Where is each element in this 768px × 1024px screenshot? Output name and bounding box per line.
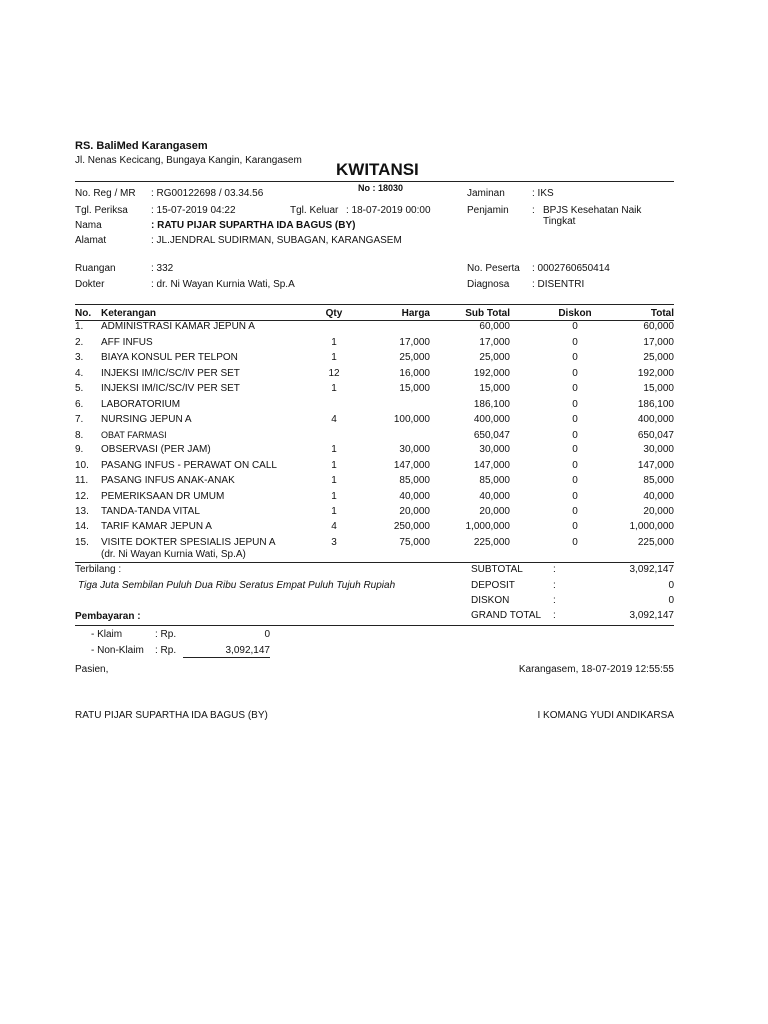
cell-diskon: 0 <box>572 430 578 441</box>
row15-doctor: (dr. Ni Wayan Kurnia Wati, Sp.A) <box>101 549 246 560</box>
cell-subtotal: 225,000 <box>473 537 510 548</box>
cell-no: 8. <box>75 430 84 441</box>
cell-subtotal: 147,000 <box>473 460 510 471</box>
cell-subtotal: 60,000 <box>479 321 510 332</box>
hospital-name: RS. BaliMed Karangasem <box>75 140 208 152</box>
diskon-colon: : <box>553 595 556 606</box>
alamat-value: : JL.JENDRAL SUDIRMAN, SUBAGAN, KARANGASEM <box>151 235 402 246</box>
cell-no: 1. <box>75 321 84 332</box>
cell-subtotal: 650,047 <box>473 430 510 441</box>
cell-qty: 1 <box>331 337 337 348</box>
cell-no: 6. <box>75 399 84 410</box>
cell-total: 650,047 <box>637 430 674 441</box>
subtotal-label: SUBTOTAL <box>471 564 523 575</box>
tgl-periksa-value: : 15-07-2019 04:22 <box>151 205 236 216</box>
cell-harga: 85,000 <box>399 475 430 486</box>
cell-no: 2. <box>75 337 84 348</box>
dokter-label: Dokter <box>75 279 105 290</box>
cell-keterangan: OBSERVASI (PER JAM) <box>101 444 211 455</box>
cell-total: 186,100 <box>637 399 674 410</box>
pembayaran-label: Pembayaran : <box>75 611 141 622</box>
cell-diskon: 0 <box>572 352 578 363</box>
cell-subtotal: 40,000 <box>479 491 510 502</box>
table-row <box>0 444 768 459</box>
deposit-colon: : <box>553 580 556 591</box>
cell-diskon: 0 <box>572 321 578 332</box>
cell-harga: 30,000 <box>399 444 430 455</box>
cell-subtotal: 400,000 <box>473 414 510 425</box>
ruangan-value: : 332 <box>151 263 174 274</box>
cell-total: 25,000 <box>643 352 674 363</box>
cell-harga: 15,000 <box>399 383 430 394</box>
cell-keterangan: PEMERIKSAAN DR UMUM <box>101 491 225 502</box>
cell-total: 20,000 <box>643 506 674 517</box>
tgl-keluar-label: Tgl. Keluar <box>290 205 339 216</box>
table-row <box>0 430 768 445</box>
receipt-title: KWITANSI <box>336 160 419 179</box>
table-row <box>0 368 768 383</box>
cell-harga: 147,000 <box>393 460 430 471</box>
klaim-value: 0 <box>264 629 270 640</box>
klaim-label: - Klaim <box>91 629 123 640</box>
non-klaim-rp: : Rp. <box>155 645 177 656</box>
th-subtotal: Sub Total <box>465 308 510 319</box>
table-row <box>0 321 768 336</box>
terbilang-text: Tiga Juta Sembilan Puluh Dua Ribu Seratus Empat Puluh Tujuh Rupiah <box>78 580 396 591</box>
cell-subtotal: 1,000,000 <box>465 521 510 532</box>
cell-no: 12. <box>75 491 89 502</box>
cell-diskon: 0 <box>572 537 578 548</box>
cell-qty: 1 <box>331 506 337 517</box>
diskon-label: DISKON <box>471 595 510 606</box>
cell-total: 60,000 <box>643 321 674 332</box>
nama-label: Nama <box>75 220 102 231</box>
grand-total-value: 3,092,147 <box>629 610 674 621</box>
cell-keterangan: TANDA-TANDA VITAL <box>101 506 200 517</box>
cell-keterangan: INJEKSI IM/IC/SC/IV PER SET <box>101 383 240 394</box>
cell-harga: 20,000 <box>399 506 430 517</box>
penjamin-value-line2: Tingkat <box>543 216 576 227</box>
cell-keterangan: PASANG INFUS ANAK-ANAK <box>101 475 235 486</box>
cell-harga: 75,000 <box>399 537 430 548</box>
deposit-label: DEPOSIT <box>471 580 515 591</box>
subtotal-colon: : <box>553 564 556 575</box>
cell-keterangan: AFF INFUS <box>101 337 153 348</box>
cell-qty: 3 <box>331 537 337 548</box>
cell-harga: 25,000 <box>399 352 430 363</box>
cell-no: 5. <box>75 383 84 394</box>
cell-keterangan: OBAT FARMASI <box>101 430 167 440</box>
cell-keterangan: VISITE DOKTER SPESIALIS JEPUN A <box>101 537 276 548</box>
table-row <box>0 337 768 352</box>
non-klaim-label: - Non-Klaim <box>91 645 144 656</box>
cell-qty: 4 <box>331 521 337 532</box>
cell-total: 225,000 <box>637 537 674 548</box>
grand-total-label: GRAND TOTAL <box>471 610 542 621</box>
cell-diskon: 0 <box>572 475 578 486</box>
table-row <box>0 475 768 490</box>
cell-qty: 1 <box>331 491 337 502</box>
officer-signature-name: I KOMANG YUDI ANDIKARSA <box>537 710 674 721</box>
cell-qty: 1 <box>331 444 337 455</box>
nama-value: : RATU PIJAR SUPARTHA IDA BAGUS (BY) <box>151 220 356 231</box>
alamat-label: Alamat <box>75 235 107 246</box>
cell-harga: 17,000 <box>399 337 430 348</box>
cell-diskon: 0 <box>572 491 578 502</box>
summary-bottom-divider <box>75 625 674 626</box>
cell-qty: 1 <box>331 352 337 363</box>
no-peserta-value: : 0002760650414 <box>532 263 610 274</box>
cell-qty: 1 <box>331 475 337 486</box>
th-total: Total <box>650 308 674 319</box>
cell-subtotal: 15,000 <box>479 383 510 394</box>
cell-total: 85,000 <box>643 475 674 486</box>
cell-harga: 100,000 <box>393 414 430 425</box>
place-date: Karangasem, 18-07-2019 12:55:55 <box>518 664 674 675</box>
tgl-keluar-value: : 18-07-2019 00:00 <box>346 205 431 216</box>
cell-diskon: 0 <box>572 399 578 410</box>
cell-no: 11. <box>75 475 89 486</box>
tgl-periksa-label: Tgl. Periksa <box>75 205 128 216</box>
cell-no: 3. <box>75 352 84 363</box>
penjamin-value-line1: BPJS Kesehatan Naik <box>543 205 642 216</box>
cell-total: 1,000,000 <box>629 521 674 532</box>
cell-subtotal: 25,000 <box>479 352 510 363</box>
jaminan-value: : IKS <box>532 188 554 199</box>
table-row <box>0 414 768 429</box>
table-row <box>0 383 768 398</box>
cell-diskon: 0 <box>572 521 578 532</box>
patient-signature-name: RATU PIJAR SUPARTHA IDA BAGUS (BY) <box>75 710 268 721</box>
cell-no: 9. <box>75 444 84 455</box>
table-bottom-divider <box>75 562 674 563</box>
penjamin-label: Penjamin <box>467 205 509 216</box>
table-row <box>0 352 768 367</box>
cell-keterangan: LABORATORIUM <box>101 399 181 410</box>
cell-diskon: 0 <box>572 337 578 348</box>
terbilang-label: Terbilang : <box>75 564 122 575</box>
cell-total: 400,000 <box>637 414 674 425</box>
th-harga: Harga <box>401 308 430 319</box>
th-no: No. <box>75 308 92 319</box>
cell-diskon: 0 <box>572 460 578 471</box>
jaminan-label: Jaminan <box>467 188 505 199</box>
receipt-number: No : 18030 <box>358 183 404 193</box>
table-row <box>0 460 768 475</box>
klaim-rp: : Rp. <box>155 629 177 640</box>
diagnosa-value: : DISENTRI <box>532 279 585 290</box>
non-klaim-value: 3,092,147 <box>183 645 270 658</box>
cell-subtotal: 20,000 <box>479 506 510 517</box>
cell-qty: 12 <box>328 368 340 379</box>
table-row <box>0 491 768 506</box>
table-top-divider <box>75 304 674 305</box>
cell-no: 7. <box>75 414 84 425</box>
cell-total: 192,000 <box>637 368 674 379</box>
cell-no: 13. <box>75 506 89 517</box>
cell-keterangan: INJEKSI IM/IC/SC/IV PER SET <box>101 368 240 379</box>
cell-keterangan: NURSING JEPUN A <box>101 414 192 425</box>
diskon-value: 0 <box>668 595 674 606</box>
ruangan-label: Ruangan <box>75 263 116 274</box>
cell-qty: 4 <box>331 414 337 425</box>
diagnosa-label: Diagnosa <box>467 279 510 290</box>
grand-total-colon: : <box>553 610 556 621</box>
header-divider <box>75 181 674 182</box>
cell-harga: 250,000 <box>393 521 430 532</box>
cell-keterangan: TARIF KAMAR JEPUN A <box>101 521 212 532</box>
cell-diskon: 0 <box>572 368 578 379</box>
cell-no: 10. <box>75 460 89 471</box>
cell-diskon: 0 <box>572 383 578 394</box>
cell-keterangan: PASANG INFUS - PERAWAT ON CALL <box>101 460 277 471</box>
th-diskon: Diskon <box>558 308 592 319</box>
cell-keterangan: BIAYA KONSUL PER TELPON <box>101 352 238 363</box>
no-peserta-label: No. Peserta <box>467 263 520 274</box>
cell-total: 17,000 <box>643 337 674 348</box>
cell-total: 30,000 <box>643 444 674 455</box>
cell-keterangan: ADMINISTRASI KAMAR JEPUN A <box>101 321 255 332</box>
cell-no: 14. <box>75 521 89 532</box>
cell-no: 15. <box>75 537 89 548</box>
cell-total: 147,000 <box>637 460 674 471</box>
cell-subtotal: 192,000 <box>473 368 510 379</box>
cell-no: 4. <box>75 368 84 379</box>
cell-qty: 1 <box>331 383 337 394</box>
hospital-address: Jl. Nenas Kecicang, Bungaya Kangin, Karangasem <box>75 155 302 166</box>
no-reg-value: : RG00122698 / 03.34.56 <box>151 188 264 199</box>
cell-total: 40,000 <box>643 491 674 502</box>
cell-subtotal: 17,000 <box>479 337 510 348</box>
cell-diskon: 0 <box>572 444 578 455</box>
table-row <box>0 506 768 521</box>
cell-subtotal: 30,000 <box>479 444 510 455</box>
th-qty: Qty <box>325 308 343 319</box>
cell-total: 15,000 <box>643 383 674 394</box>
dokter-value: : dr. Ni Wayan Kurnia Wati, Sp.A <box>151 279 295 290</box>
cell-harga: 16,000 <box>399 368 430 379</box>
cell-subtotal: 186,100 <box>473 399 510 410</box>
pasien-label: Pasien, <box>75 664 109 675</box>
th-keterangan: Keterangan <box>101 308 157 319</box>
table-row <box>0 521 768 536</box>
cell-subtotal: 85,000 <box>479 475 510 486</box>
table-row <box>0 399 768 414</box>
cell-diskon: 0 <box>572 506 578 517</box>
cell-qty: 1 <box>331 460 337 471</box>
no-reg-label: No. Reg / MR <box>75 188 136 199</box>
subtotal-value: 3,092,147 <box>629 564 674 575</box>
cell-harga: 40,000 <box>399 491 430 502</box>
penjamin-colon: : <box>532 205 535 216</box>
deposit-value: 0 <box>668 580 674 591</box>
cell-diskon: 0 <box>572 414 578 425</box>
